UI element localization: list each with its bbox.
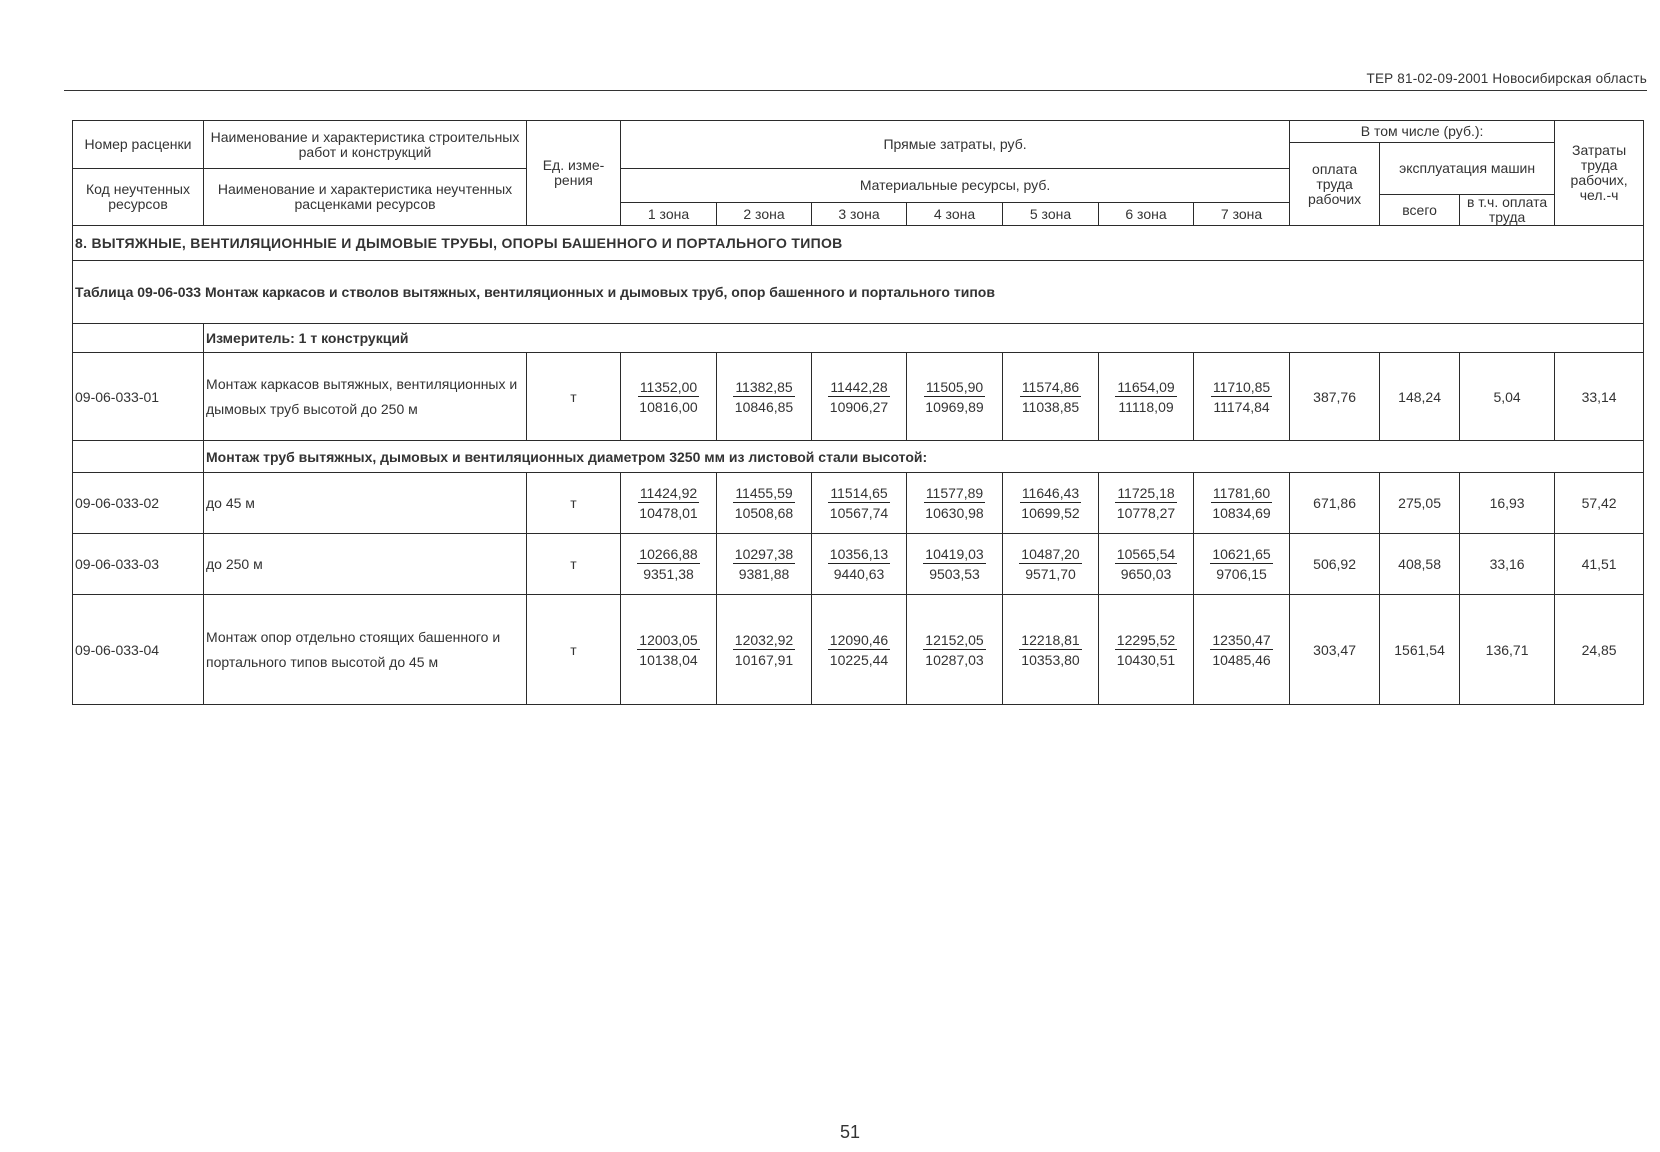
- zone-cost-cell: [1194, 353, 1290, 441]
- material-cost: 10430,51: [1116, 651, 1176, 668]
- machines-value: 408,58: [1380, 534, 1460, 595]
- machines-value: 275,05: [1380, 473, 1460, 534]
- zone-cost-cell: [717, 595, 812, 705]
- header-code-bottom: Код неучтенных ресурсов: [73, 169, 204, 226]
- machine-wage-value: 33,16: [1460, 534, 1555, 595]
- header-name-bottom: Наименование и характеристика неучтенных расценками ресурсов: [204, 169, 527, 226]
- empty-cell: [73, 441, 204, 473]
- zone-cost-cell: [1099, 595, 1194, 705]
- material-cost: 9650,03: [1120, 566, 1172, 582]
- wage-value: 506,92: [1290, 534, 1380, 595]
- rate-code: 09-06-033-02: [73, 473, 204, 534]
- header-zone: 6 зона: [1099, 203, 1194, 226]
- zone-cost-cell: [907, 473, 1003, 534]
- material-cost: 10508,68: [734, 505, 794, 521]
- page-number: 51: [840, 1122, 861, 1142]
- direct-cost: 11455,59: [735, 485, 793, 501]
- material-cost: 10225,44: [829, 651, 889, 668]
- zone-cost-cell: [1194, 595, 1290, 705]
- labor-value: 33,14: [1555, 353, 1644, 441]
- rate-name: Монтаж опор отдельно стоящих башенного и портального типов высотой до 45 м: [204, 595, 527, 705]
- material-cost: 11038,85: [1021, 398, 1080, 415]
- rate-unit: т: [527, 534, 621, 595]
- subheading-row: Монтаж труб вытяжных, дымовых и вентиляционных диаметром 3250 мм из листовой стали высотой:: [204, 441, 1644, 473]
- material-cost: 10816,00: [639, 398, 698, 415]
- zone-cost-cell: [812, 353, 907, 441]
- empty-cell: [73, 324, 204, 353]
- rate-unit: т: [527, 595, 621, 705]
- direct-cost: 11654,09: [1117, 378, 1175, 395]
- zone-cost-cell: [621, 595, 717, 705]
- machine-wage-value: 136,71: [1460, 595, 1555, 705]
- direct-cost: 10356,13: [829, 546, 889, 562]
- rate-name: Монтаж каркасов вытяжных, вентиляционных и дымовых труб высотой до 250 м: [204, 353, 527, 441]
- table-row: [73, 534, 1644, 595]
- header-zone: 4 зона: [907, 203, 1003, 226]
- material-cost: 10478,01: [639, 505, 698, 521]
- header-code-top: Номер расценки: [73, 121, 204, 169]
- material-cost: 10834,69: [1212, 505, 1271, 521]
- machine-wage-value: 16,93: [1460, 473, 1555, 534]
- zone-cost-cell: [621, 534, 717, 595]
- machine-wage-value: 5,04: [1460, 353, 1555, 441]
- direct-cost: 12218,81: [1021, 631, 1080, 648]
- material-cost: 9571,70: [1025, 566, 1076, 582]
- table-row: [73, 595, 1644, 705]
- zone-cost-cell: [1099, 534, 1194, 595]
- labor-value: 41,51: [1555, 534, 1644, 595]
- direct-cost: 11352,00: [639, 378, 698, 395]
- labor-value: 57,42: [1555, 473, 1644, 534]
- direct-cost: 10565,54: [1116, 546, 1176, 562]
- zone-cost-cell: [1194, 473, 1290, 534]
- zone-cost-cell: [907, 353, 1003, 441]
- zone-cost-cell: [812, 534, 907, 595]
- zone-cost-cell: [717, 534, 812, 595]
- rate-name: до 45 м: [204, 473, 527, 534]
- zone-cost-cell: [1194, 534, 1290, 595]
- rate-code: 09-06-033-04: [73, 595, 204, 705]
- table-row: [73, 353, 1644, 441]
- zone-cost-cell: [621, 473, 717, 534]
- direct-cost: 11514,65: [830, 485, 888, 501]
- zone-cost-cell: [621, 353, 717, 441]
- material-cost: 10630,98: [925, 505, 984, 521]
- zone-cost-cell: [1003, 595, 1099, 705]
- material-cost: 9351,38: [643, 566, 694, 582]
- header-materials: Материальные ресурсы, руб.: [621, 169, 1290, 203]
- machines-value: 148,24: [1380, 353, 1460, 441]
- direct-cost: 10297,38: [734, 546, 794, 562]
- material-cost: 11118,09: [1118, 398, 1174, 415]
- rate-unit: т: [527, 473, 621, 534]
- direct-cost: 12003,05: [639, 631, 698, 648]
- machines-value: 1561,54: [1380, 595, 1460, 705]
- material-cost: 10287,03: [925, 651, 984, 668]
- table-row: [73, 473, 1644, 534]
- header-zone: 1 зона: [621, 203, 717, 226]
- direct-cost: 11577,89: [925, 485, 984, 501]
- direct-cost: 10419,03: [925, 546, 984, 562]
- header-incl: В том числе (руб.):: [1290, 121, 1555, 143]
- wage-value: 303,47: [1290, 595, 1380, 705]
- material-cost: 9706,15: [1216, 566, 1267, 582]
- material-cost: 10699,52: [1021, 505, 1080, 521]
- direct-cost: 11505,90: [925, 378, 984, 395]
- page-header-text: ТЕР 81-02-09-2001 Новосибирская область: [1366, 71, 1647, 86]
- direct-cost: 11710,85: [1212, 378, 1271, 395]
- wage-value: 671,86: [1290, 473, 1380, 534]
- direct-cost: 10621,65: [1212, 546, 1271, 562]
- direct-cost: 11574,86: [1021, 378, 1080, 395]
- material-cost: 9503,53: [929, 566, 980, 582]
- material-cost: 10167,91: [734, 651, 794, 668]
- header-machines-total: всего: [1380, 195, 1460, 226]
- direct-cost: 11781,60: [1212, 485, 1271, 501]
- header-zone: 7 зона: [1194, 203, 1290, 226]
- material-cost: 10969,89: [925, 398, 984, 415]
- material-cost: 9381,88: [738, 566, 790, 582]
- header-unit: Ед. изме-рения: [527, 121, 621, 226]
- labor-value: 24,85: [1555, 595, 1644, 705]
- rate-name: до 250 м: [204, 534, 527, 595]
- measure-row: Измеритель: 1 т конструкций: [204, 324, 1644, 353]
- rate-unit: т: [527, 353, 621, 441]
- direct-cost: 10487,20: [1021, 546, 1080, 562]
- direct-cost: 11424,92: [639, 485, 698, 501]
- material-cost: 10846,85: [734, 398, 794, 415]
- material-cost: 11174,84: [1213, 398, 1270, 415]
- header-machines: эксплуатация машин: [1380, 143, 1555, 195]
- zone-cost-cell: [812, 473, 907, 534]
- zone-cost-cell: [717, 473, 812, 534]
- zone-cost-cell: [907, 534, 1003, 595]
- header-machines-wage: в т.ч. оплата труда: [1460, 195, 1555, 226]
- direct-cost: 12350,47: [1212, 631, 1271, 648]
- material-cost: 10485,46: [1212, 651, 1271, 668]
- page-header: [64, 66, 1647, 91]
- table-title: Таблица 09-06-033 Монтаж каркасов и стволов вытяжных, вентиляционных и дымовых труб, опор башенного и портального типов: [73, 261, 1644, 324]
- header-zone: 2 зона: [717, 203, 812, 226]
- zone-cost-cell: [907, 595, 1003, 705]
- material-cost: 10353,80: [1021, 651, 1080, 668]
- direct-cost: 12090,46: [829, 631, 889, 648]
- zone-cost-cell: [1099, 473, 1194, 534]
- zone-cost-cell: [1003, 353, 1099, 441]
- direct-cost: 11646,43: [1021, 485, 1080, 501]
- direct-cost: 12295,52: [1116, 631, 1176, 648]
- header-labor: Затраты труда рабочих, чел.-ч: [1555, 121, 1644, 226]
- zone-cost-cell: [1003, 534, 1099, 595]
- direct-cost: 10266,88: [639, 546, 698, 562]
- material-cost: 10138,04: [639, 651, 698, 668]
- direct-cost: 11442,28: [830, 378, 888, 395]
- header-name-top: Наименование и характеристика строительных работ и конструкций: [204, 121, 527, 169]
- rate-code: 09-06-033-03: [73, 534, 204, 595]
- wage-value: 387,76: [1290, 353, 1380, 441]
- direct-cost: 11725,18: [1117, 485, 1175, 501]
- material-cost: 10567,74: [829, 505, 889, 521]
- zone-cost-cell: [1003, 473, 1099, 534]
- zone-cost-cell: [717, 353, 812, 441]
- header-zone: 5 зона: [1003, 203, 1099, 226]
- direct-cost: 11382,85: [735, 378, 793, 395]
- header-zone: 3 зона: [812, 203, 907, 226]
- header-direct-costs: Прямые затраты, руб.: [621, 121, 1290, 169]
- rate-code: 09-06-033-01: [73, 353, 204, 441]
- rates-table: [72, 120, 1644, 705]
- direct-cost: 12152,05: [925, 631, 984, 648]
- material-cost: 10906,27: [829, 398, 889, 415]
- zone-cost-cell: [812, 595, 907, 705]
- material-cost: 9440,63: [833, 566, 885, 582]
- header-wage: оплата труда рабочих: [1290, 143, 1380, 226]
- section-title: 8. ВЫТЯЖНЫЕ, ВЕНТИЛЯЦИОННЫЕ И ДЫМОВЫЕ ТРУБЫ, ОПОРЫ БАШЕННОГО И ПОРТАЛЬНОГО ТИПОВ: [73, 226, 1644, 261]
- material-cost: 10778,27: [1116, 505, 1176, 521]
- direct-cost: 12032,92: [734, 631, 794, 648]
- zone-cost-cell: [1099, 353, 1194, 441]
